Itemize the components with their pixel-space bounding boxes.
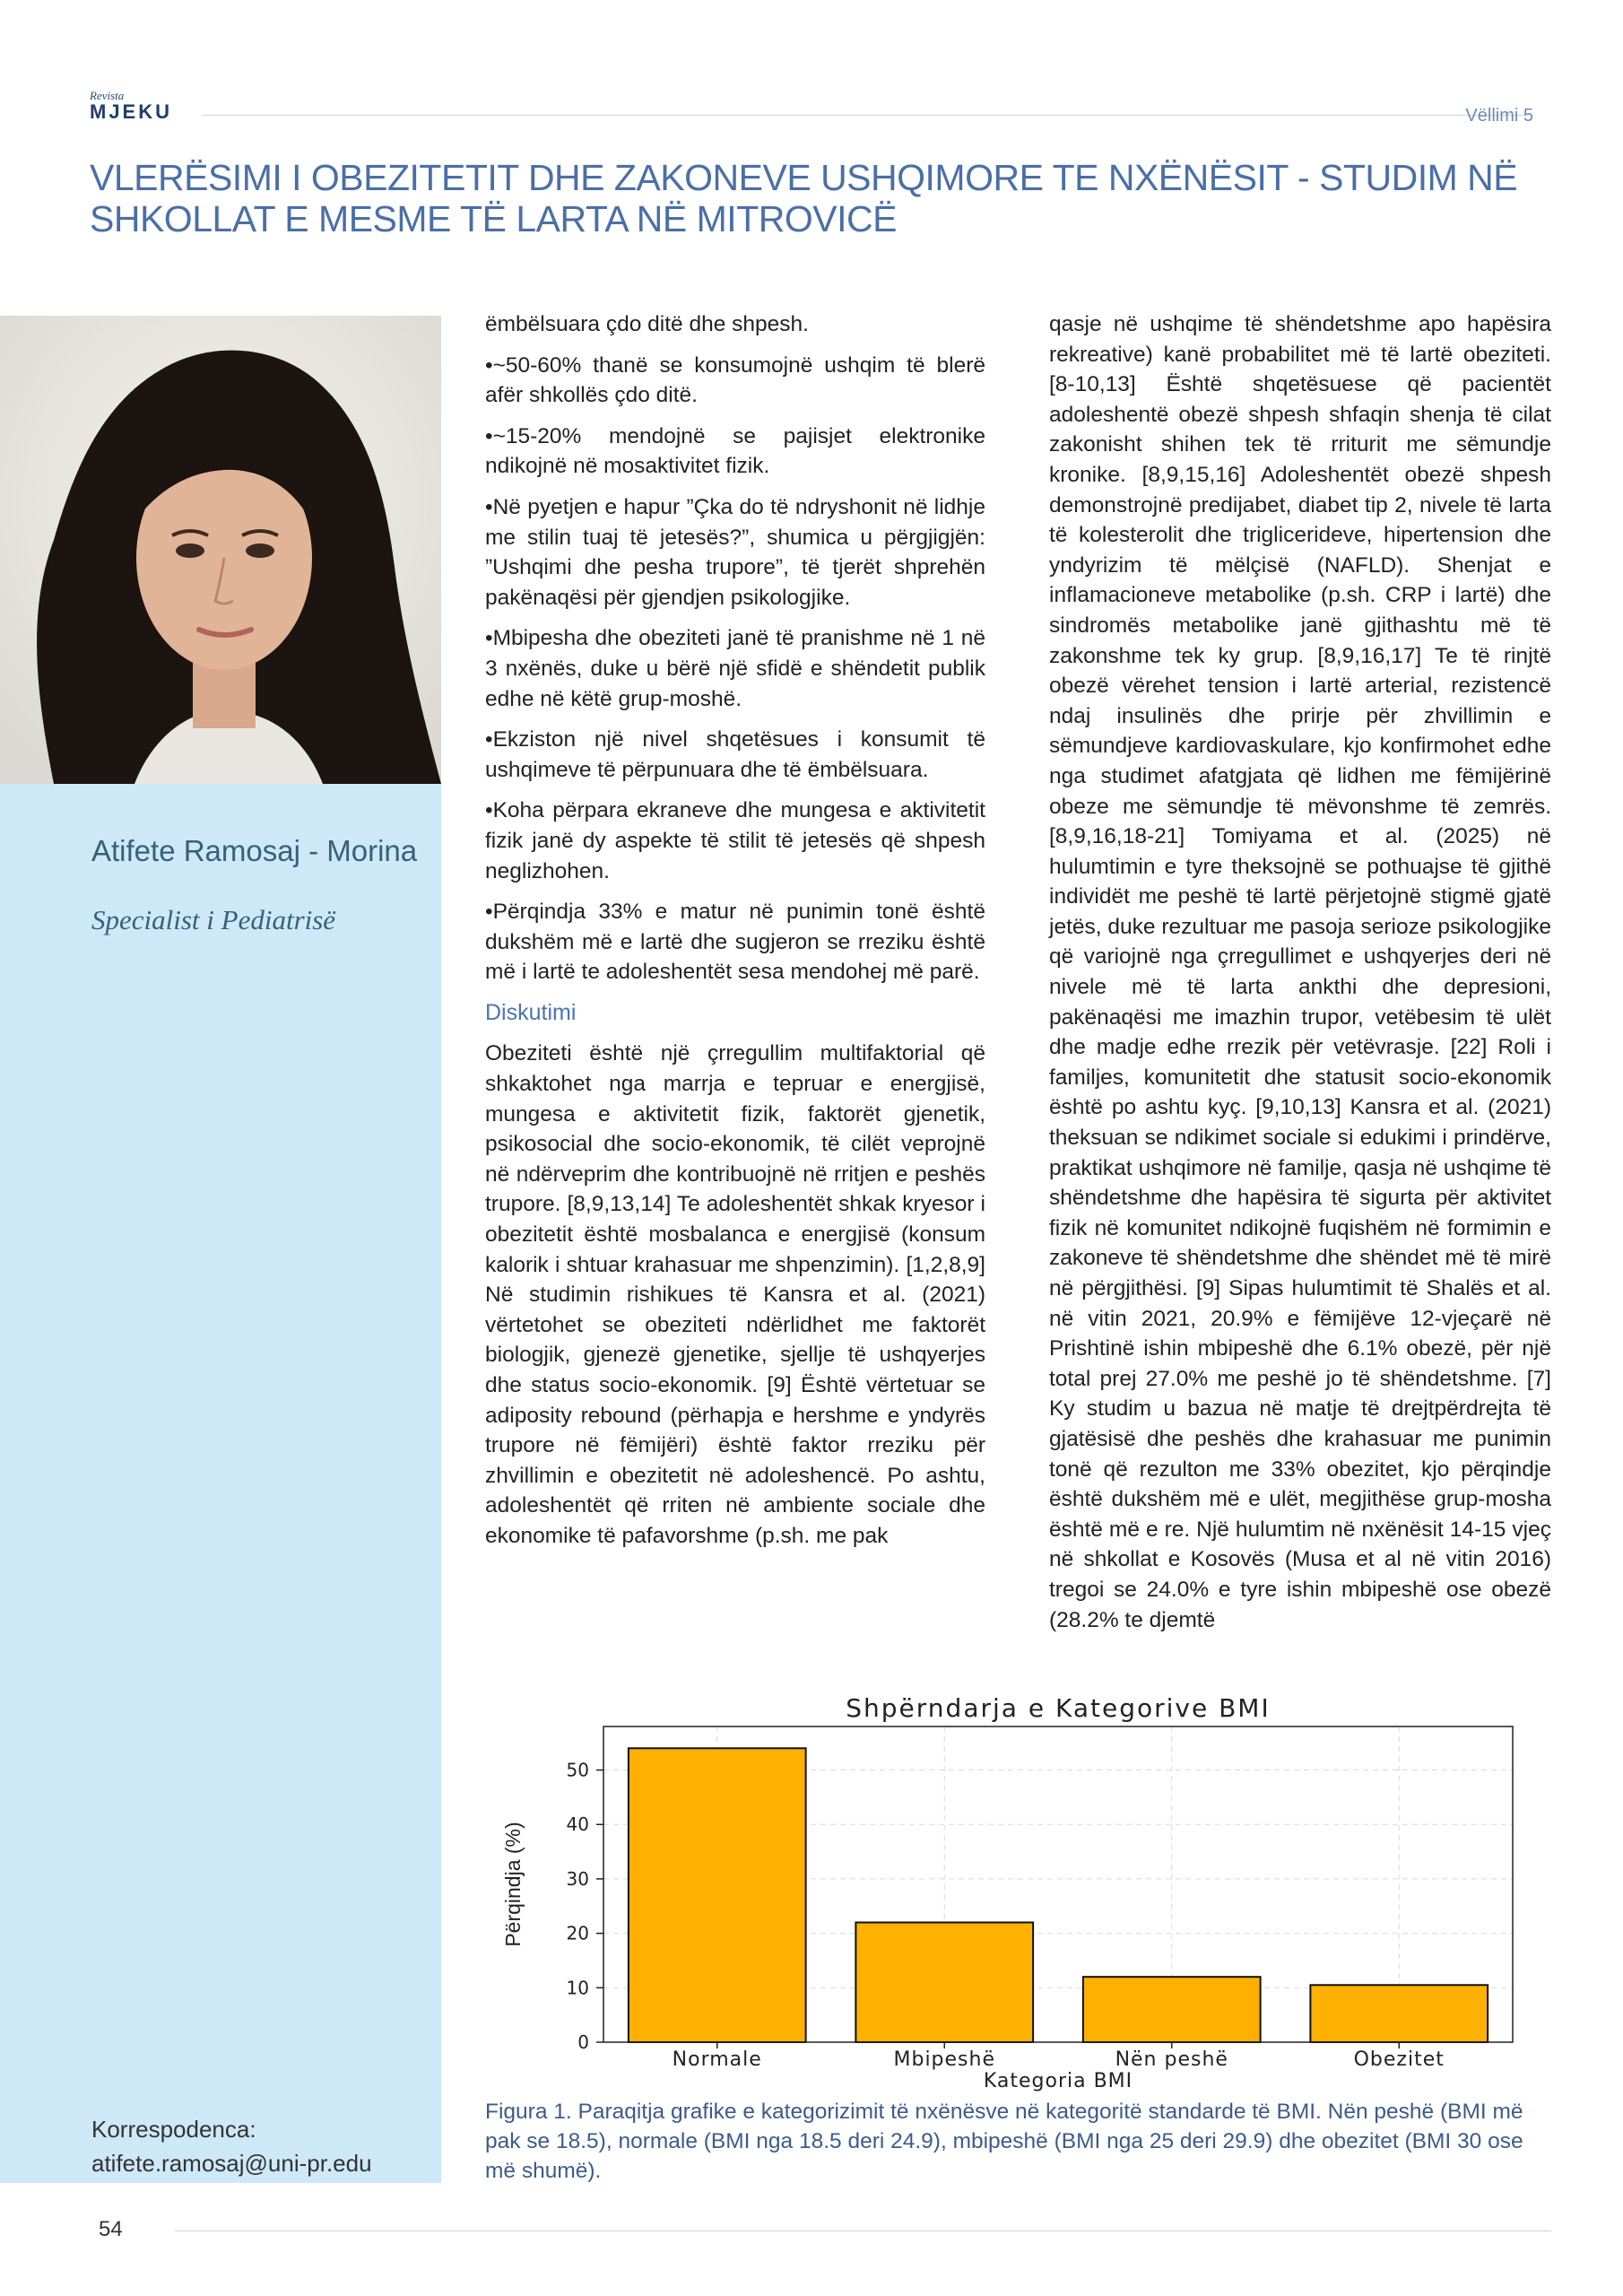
y-tick-label: 40 bbox=[566, 1813, 589, 1836]
y-axis-label: Përqindja (%) bbox=[501, 1822, 525, 1947]
correspondence bbox=[91, 2112, 372, 2180]
y-tick-label: 10 bbox=[566, 1977, 589, 1999]
author-photo bbox=[0, 316, 441, 784]
paragraph: Obeziteti është një çrregullim multifaktorial që shkaktohet nga marrja e tepruar e energjisë, mungesa e aktivitetit fizik, faktorët gjenetik, psikosocial dhe socio-ekonomik, të cilët veprojnë në ndërveprim dhe kontribuojnë në rritjen e peshës trupore. [8,9,13,14] Te adoleshentët shkak kryesor i obezitetit është mosbalanca e energjisë (konsum kalorik i shtuar krahasuar me shpenzimin). [1,2,8,9] Në studimin rishikues të Kansra et al. (2021) vërtetohet se obeziteti ndërlidhet me faktorët biologjik, gjenezë gjenetike, sjellje të ushqyerjes dhe status socio-ekonomik. [9] Është vërtetuar se adiposity rebound (përhapja e hershme e yndyrës trupore në fëmijëri) është faktor rreziku për zhvillimin e obezitetit në adoleshencë. Po ashtu, adoleshentët që rriten në ambiente sociale dhe ekonomike të pafavorshme (p.sh. me pak bbox=[485, 1041, 985, 1548]
text-column-left bbox=[485, 309, 985, 1552]
logo-text: MJEKU bbox=[90, 100, 173, 123]
bmi-bar-chart bbox=[484, 1693, 1551, 2092]
volume-label: Vëllimi 5 bbox=[1465, 106, 1533, 126]
bar-mbipeshë bbox=[855, 1922, 1033, 2042]
x-tick-label: Obezitet bbox=[1353, 2048, 1445, 2071]
bullet-paragraph: •~50-60% thanë se konsumojnë ushqim të blerë afër shkollës çdo ditë. bbox=[485, 352, 985, 408]
correspondence-label: Korrespodenca: bbox=[91, 2116, 256, 2143]
y-tick-label: 20 bbox=[566, 1922, 589, 1944]
paragraph: ëmbëlsuara çdo ditë dhe shpesh. bbox=[485, 312, 809, 336]
text-column-right bbox=[1049, 309, 1551, 1635]
x-tick-label: Nën peshë bbox=[1115, 2048, 1228, 2071]
logo-small-text: Revista bbox=[90, 89, 125, 102]
article-title: VLERËSIMI I OBEZITETIT DHE ZAKONEVE USHQIMORE TE NXËNËSIT - STUDIM NË SHKOLLAT E MESME TË LARTA NË MITROVICË bbox=[90, 157, 1518, 239]
bullet-paragraph: •~15-20% mendojnë se pajisjet elektronike ndikojnë në mosaktivitet fizik. bbox=[485, 423, 985, 479]
section-heading-discussion: Diskutimi bbox=[485, 999, 577, 1025]
header-divider bbox=[202, 115, 1529, 116]
x-tick-label: Mbipeshë bbox=[893, 2048, 995, 2071]
author-role: Specialist i Pediatrisë bbox=[91, 904, 336, 935]
y-tick-label: 50 bbox=[566, 1759, 589, 1781]
portrait-illustration bbox=[0, 316, 441, 784]
bullet-paragraph: •Përqindja 33% e matur në punimin tonë është dukshëm më e lartë dhe sugjeron se rreziku është më i lartë te adoleshentët sesa mendohej më parë. bbox=[485, 900, 985, 985]
bullet-paragraph: •Mbipesha dhe obeziteti janë të pranishme në 1 në 3 nxënës, duke u bërë një sfidë e shëndetit publik edhe në këtë grup-moshë. bbox=[485, 626, 985, 711]
x-axis-label: Kategoria BMI bbox=[983, 2070, 1133, 2092]
journal-logo bbox=[90, 90, 172, 122]
bullet-paragraph: •Në pyetjen e hapur ”Çka do të ndryshonit në lidhje me stilin tuaj të jetesës?”, shumica u përgjigjën: ”Ushqimi dhe pesha trupore”, të tjerët shprehën pakënaqësi për gjendjen psikologjike. bbox=[485, 494, 985, 610]
y-tick-label: 30 bbox=[566, 1867, 589, 1890]
page-number: 54 bbox=[99, 2217, 123, 2241]
y-tick-label: 0 bbox=[577, 2031, 589, 2053]
paragraph: qasje në ushqime të shëndetshme apo hapësira rekreative) kanë probabilitet më të lartë obeziteti. [8-10,13] Është shqetësuese që pacientët adoleshentë obezë shpesh shfaqin shenja të cilat zakonisht shihen tek të rriturit me sëmundje kronike. [8,9,15,16] Adoleshentët obezë shpesh demonstrojnë predijabet, diabet tip 2, nivele të larta të kolesterolit dhe triglicerideve, hipertension dhe yndyrizim të mëlçisë (NAFLD). Shenjat e inflamacioneve metabolike (p.sh. CRP i lartë) dhe sindromës metabolike janë gjithashtu më të zakonshme tek ky grup. [8,9,16,17] Te të rinjtë obezë vërehet tension i lartë arterial, rezistencë ndaj insulinës dhe prirje për zhvillimin e sëmundjeve kardiovaskulare, kjo konfirmohet edhe nga studimet afatgjata që lidhen me fëmijërinë obeze me sëmundje të mëvonshme të zemrës. [8,9,16,18-21] Tomiyama et al. (2025) në hulumtimin e tyre theksojnë se pothuajse të gjithë individët me peshë të lartë përjetojnë stigmë gjatë jetës, duke rezultuar me pasoja serioze psikologjike që variojnë nga çrregullimet e ushqyerjes deri në nivele më të larta ankthi dhe depresioni, pakënaqësi me imazhin trupor, vetëbesim të ulët dhe madje edhe rrezik për vetëvrasje. [22] Roli i familjes, komunitetit dhe statusit socio-ekonomik është po ashtu kyç. [9,10,13] Kansra et al. (2021) theksuan se ndikimet sociale si edukimi i prindërve, praktikat ushqimore në familje, qasja në ushqime të shëndetshme dhe hapësira të sigurta për aktivitet fizik në komunitet ndikojnë fuqishëm në formimin e zakoneve të shëndetshme dhe shëndet më të mirë në përgjithësi. [9] Sipas hulumtimit të Shalës et al. në vitin 2021, 20.9% e fëmijëve 12-vjeçarë në Prishtinë ishin mbipeshë dhe 6.1% obezë, për një total prej 27.0% me peshë jo të shëndetshme. [7] Ky studim u bazua në matje të drejtpërdrejta të gjatësisë dhe peshës dhe krahasuar me punimin tonë që rezulton me 33% obezitet, kjo përqindje është dukshëm më e ulët, megjithëse grup-mosha është më e re. Një hulumtim në nxënësit 14-15 vjeç në shkollat e Kosovës (Musa et al në vitin 2016) tregoi se 24.0% e tyre ishin mbipeshë ose obezë (28.2% te djemtë bbox=[1049, 312, 1551, 1632]
bar-nën-peshë bbox=[1083, 1977, 1261, 2042]
bar-obezitet bbox=[1310, 1985, 1488, 2042]
bullet-paragraph: •Koha përpara ekraneve dhe mungesa e aktivitetit fizik janë dy aspekte të stilit të jetesës që shpesh neglizhohen. bbox=[485, 798, 985, 883]
correspondence-email[interactable]: atifete.ramosaj@uni-pr.edu bbox=[91, 2150, 372, 2177]
chart-title: Shpërndarja e Kategorive BMI bbox=[846, 1693, 1271, 1723]
figure-caption: Figura 1. Paraqitja grafike e kategorizimit të nxënësve në kategoritë standarde të BMI. Nën peshë (BMI më pak se 18.5), normale (BMI nga 18.5 deri 24.9), mbipeshë (BMI nga 25 deri 29.9) dhe obezitet (BMI 30 ose më shumë). bbox=[485, 2100, 1523, 2183]
bar-normale bbox=[629, 1748, 806, 2042]
bullet-paragraph: •Ekziston një nivel shqetësues i konsumit të ushqimeve të përpunuara dhe të ëmbëlsuara. bbox=[485, 727, 985, 782]
x-tick-label: Normale bbox=[672, 2048, 762, 2071]
author-name: Atifete Ramosaj - Morina bbox=[91, 834, 418, 867]
